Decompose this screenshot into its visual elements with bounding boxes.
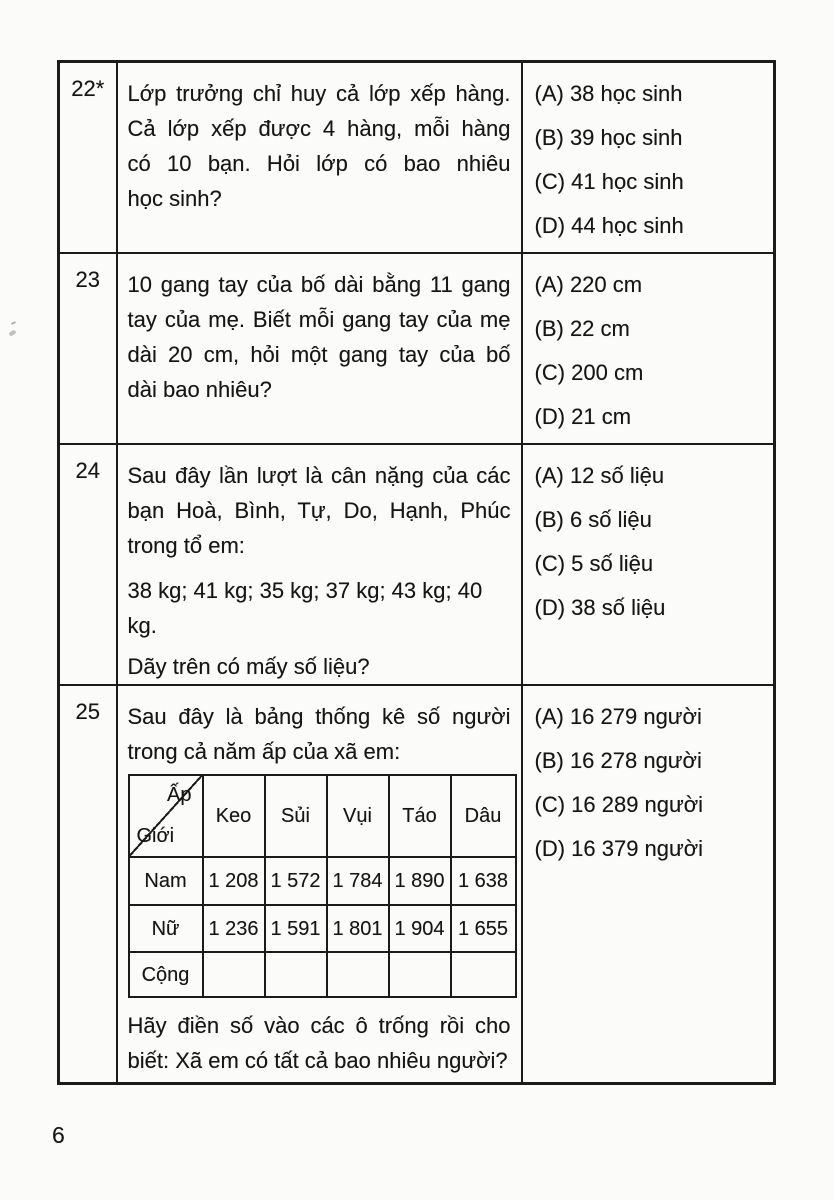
diagonal-label-gioi: Giới (136, 825, 175, 847)
row-label: Cộng (129, 952, 203, 997)
data-cell: 1 638 (451, 857, 516, 905)
question-row-24 (59, 444, 775, 685)
question-line: bạn Hoà, Bình, Tự, Do, Hạnh, Phúc (127, 498, 511, 523)
question-line: Dãy trên có mấy số liệu? (127, 654, 370, 679)
answer-option-c: (C) 16 289 người (534, 792, 704, 817)
scan-artifact (8, 318, 18, 340)
question-line: tay của mẹ. Biết mỗi gang tay của mẹ (127, 307, 511, 332)
diagonal-header-cell (129, 775, 203, 857)
answer-option-a: (A) 38 học sinh (534, 81, 683, 106)
question-line: trong cả năm ấp của xã em: (127, 739, 401, 764)
data-cell: 1 655 (451, 905, 516, 952)
column-header: Táo (389, 775, 451, 857)
answer-option-b: (B) 6 số liệu (534, 507, 652, 532)
answer-option-d: (D) 44 học sinh (534, 213, 684, 238)
answer-options (522, 253, 775, 444)
answer-options (522, 62, 775, 254)
question-number: 23 (59, 253, 117, 444)
question-row-25 (59, 685, 775, 1083)
answer-option-d: (D) 16 379 người (534, 836, 704, 861)
question-line: dài 20 cm, hỏi một gang tay của bố (127, 342, 511, 367)
data-sequence-line: 38 kg; 41 kg; 35 kg; 37 kg; 43 kg; 40 kg. (127, 578, 483, 638)
question-text (117, 444, 522, 685)
answer-option-c: (C) 200 cm (534, 360, 644, 385)
empty-cell (389, 952, 451, 997)
question-text (117, 253, 522, 444)
empty-cell (265, 952, 327, 997)
row-label: Nữ (129, 905, 203, 952)
empty-cell (327, 952, 389, 997)
answer-options (522, 444, 775, 685)
row-label: Nam (129, 857, 203, 905)
question-line: có 10 bạn. Hỏi lớp có bao nhiêu (127, 151, 511, 176)
question-line: Cả lớp xếp được 4 hàng, mỗi hàng (127, 116, 511, 141)
question-line: dài bao nhiêu? (127, 377, 272, 402)
data-cell: 1 784 (327, 857, 389, 905)
question-number: 24 (59, 444, 117, 685)
question-row-22 (59, 62, 775, 254)
data-cell: 1 236 (203, 905, 265, 952)
question-row-23 (59, 253, 775, 444)
diagonal-label-ap: Ấp (167, 784, 192, 806)
answer-option-a: (A) 220 cm (534, 272, 643, 297)
question-line: học sinh? (127, 186, 222, 211)
answer-option-d: (D) 38 số liệu (534, 595, 666, 620)
answer-option-a: (A) 12 số liệu (534, 463, 665, 488)
question-text (117, 685, 522, 1083)
data-cell: 1 572 (265, 857, 327, 905)
stats-row-nu (129, 905, 516, 952)
data-cell: 1 591 (265, 905, 327, 952)
page-number: 6 (52, 1122, 65, 1148)
question-line: Lớp trưởng chỉ huy cả lớp xếp hàng. (127, 81, 511, 106)
stats-row-nam (129, 857, 516, 905)
question-line: Sau đây lần lượt là cân nặng của các (127, 463, 511, 488)
data-cell: 1 208 (203, 857, 265, 905)
stats-header-row (129, 775, 516, 857)
stats-row-cong (129, 952, 516, 997)
column-header: Dâu (451, 775, 516, 857)
answer-option-b: (B) 22 cm (534, 316, 630, 341)
answer-option-b: (B) 16 278 người (534, 748, 702, 773)
answer-option-c: (C) 5 số liệu (534, 551, 654, 576)
column-header: Sủi (265, 775, 327, 857)
empty-cell (451, 952, 516, 997)
statistics-table (128, 774, 517, 998)
data-cell: 1 904 (389, 905, 451, 952)
answer-option-b: (B) 39 học sinh (534, 125, 683, 150)
answer-option-a: (A) 16 279 người (534, 704, 702, 729)
question-number: 25 (59, 685, 117, 1083)
question-text (117, 62, 522, 254)
questions-table (57, 60, 776, 1085)
column-header: Vụi (327, 775, 389, 857)
empty-cell (203, 952, 265, 997)
question-line: Hãy điền số vào các ô trống rồi cho (127, 1013, 511, 1038)
question-line: 10 gang tay của bố dài bằng 11 gang (127, 272, 511, 297)
column-header: Keo (203, 775, 265, 857)
question-line: trong tổ em: (127, 533, 245, 558)
question-number: 22* (59, 62, 117, 254)
answer-option-c: (C) 41 học sinh (534, 169, 684, 194)
data-cell: 1 801 (327, 905, 389, 952)
question-line: biết: Xã em có tất cả bao nhiêu người? (127, 1048, 508, 1073)
question-line: Sau đây là bảng thống kê số người (127, 704, 511, 729)
answer-option-d: (D) 21 cm (534, 404, 632, 429)
answer-options (522, 685, 775, 1083)
data-cell: 1 890 (389, 857, 451, 905)
